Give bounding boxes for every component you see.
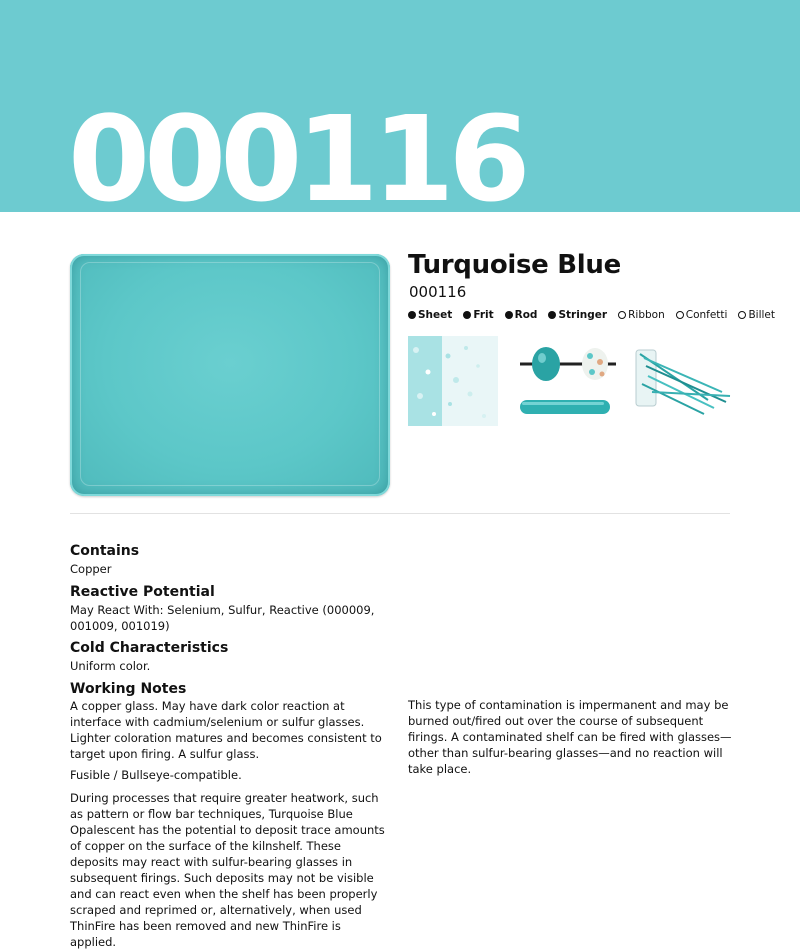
beads-and-rod-image [520, 347, 616, 414]
product-code: 000116 [409, 283, 467, 301]
hollow-dot-icon [738, 311, 746, 319]
hollow-dot-icon [618, 311, 626, 319]
header-banner [0, 0, 800, 212]
sheet-swatch-image [70, 254, 390, 496]
working-notes-p1: A copper glass. May have dark color reaction at interface with cadmium/selenium or sulfur glasses. Lighter coloration matures and becomes consistent to target upon firing. A sulfur glass. [70, 699, 382, 761]
contains-heading: Contains [70, 543, 140, 559]
filled-dot-icon [505, 311, 513, 319]
filled-dot-icon [548, 311, 556, 319]
banner-code: 000116 [68, 90, 525, 212]
available-forms [408, 309, 775, 321]
hollow-dot-icon [676, 311, 684, 319]
reactive-text: May React With: Selenium, Sulfur, Reactive (000009, 001009, 001019) [70, 603, 375, 633]
working-notes-p2: Fusible / Bullseye-compatible. [70, 768, 242, 782]
form-rod: Rod [505, 309, 538, 321]
form-thumbnails [408, 336, 738, 428]
section-divider [70, 513, 730, 514]
form-sheet: Sheet [408, 309, 452, 321]
reactive-heading: Reactive Potential [70, 584, 215, 600]
working-notes-heading: Working Notes [70, 681, 187, 697]
stringers-image [636, 350, 730, 414]
form-confetti: Confetti [676, 309, 728, 321]
filled-dot-icon [463, 311, 471, 319]
cold-heading: Cold Characteristics [70, 640, 229, 656]
form-billet: Billet [738, 309, 775, 321]
form-frit: Frit [463, 309, 493, 321]
working-notes-p3: During processes that require greater heatwork, such as pattern or flow bar techniques, Turquoise Blue Opalescent has the potential to deposit trace amounts of copper on the surface of the kilnshelf. These deposits may react with sulfur-bearing glasses in subsequent firings. Such deposits may not be visible and can react even when the shelf has been properly scraped and reprimed or, alternatively, when used ThinFire has been removed and new ThinFire is applied. [70, 791, 385, 949]
contains-text: Copper [70, 562, 112, 576]
frit-image [408, 336, 498, 426]
form-ribbon: Ribbon [618, 309, 665, 321]
working-notes-p4: This type of contamination is impermanent and may be burned out/fired out over the course of subsequent firings. A contaminated shelf can be fired with glasses—other than sulfur-bearing glasses—and no reaction will take place. [408, 698, 732, 776]
cold-text: Uniform color. [70, 659, 151, 673]
filled-dot-icon [408, 311, 416, 319]
form-stringer: Stringer [548, 309, 607, 321]
product-name: Turquoise Blue [408, 250, 621, 280]
swatch-edge [80, 262, 380, 486]
